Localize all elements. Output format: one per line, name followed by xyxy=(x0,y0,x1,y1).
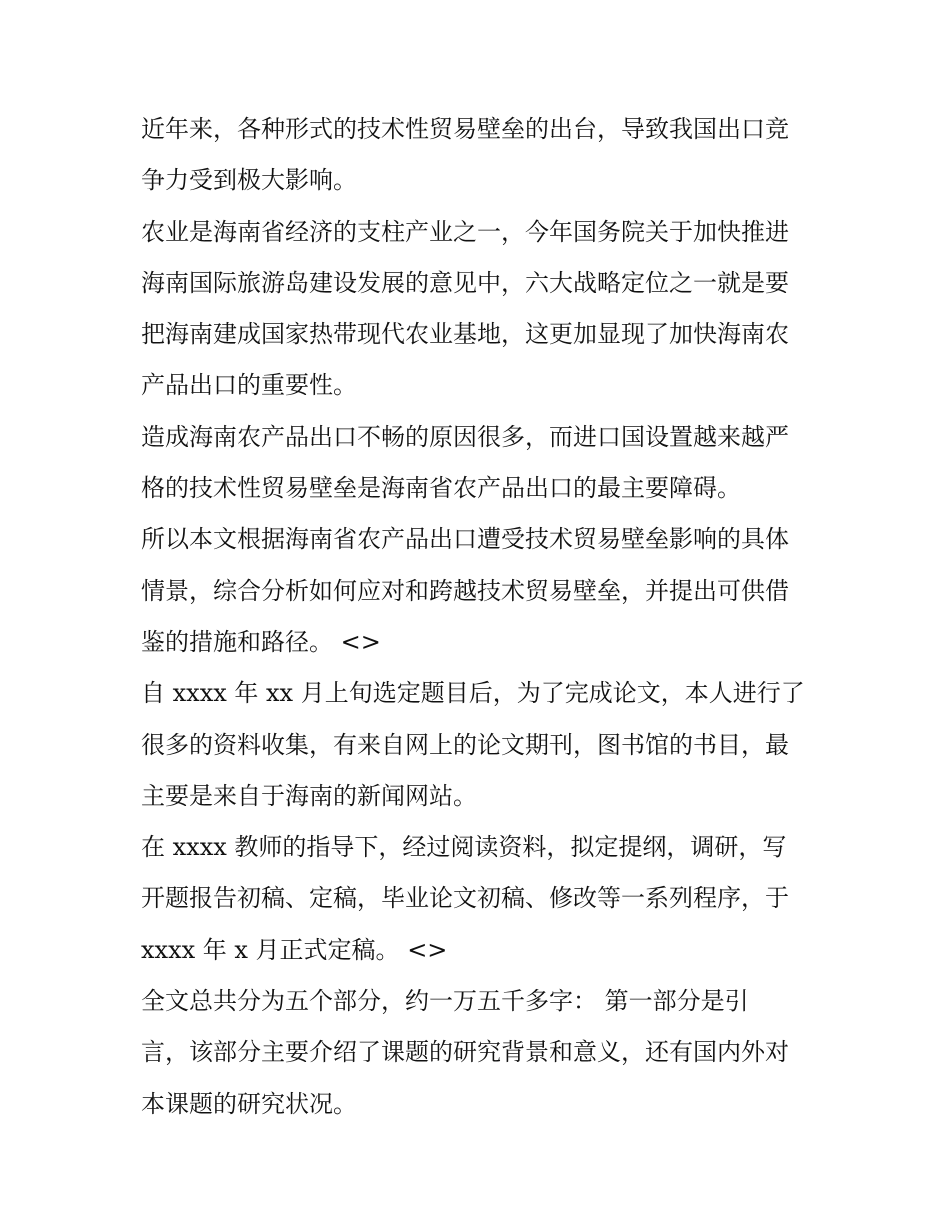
text-line: 在 xxxx 教师的指导下，经过阅读资料，拟定提纲，调研，写 xyxy=(141,833,787,862)
text-line: 所以本文根据海南省农产品出口遭受技术贸易壁垒影响的具体 xyxy=(141,525,789,554)
text-line: 格的技术性贸易壁垒是海南省农产品出口的最主要障碍。 xyxy=(141,474,741,503)
text-line: 很多的资料收集，有来自网上的论文期刊，图书馆的书目，最 xyxy=(141,730,789,759)
text-line: 近年来，各种形式的技术性贸易壁垒的出台，导致我国出口竞 xyxy=(141,115,789,143)
text-line: 造成海南农产品出口不畅的原因很多，而进口国设置越来越严 xyxy=(141,422,789,451)
text-line: 自 xxxx 年 xx 月上旬选定题目后，为了完成论文，本人进行了 xyxy=(141,679,805,708)
text-line: 把海南建成国家热带现代农业基地，这更加显现了加快海南农 xyxy=(141,320,789,349)
text-line: 争力受到极大影响。 xyxy=(141,166,357,195)
text-line: 鉴的措施和路径。 <> xyxy=(141,627,381,656)
text-line: 言，该部分主要介绍了课题的研究背景和意义，还有国内外对 xyxy=(141,1038,789,1067)
text-line: 海南国际旅游岛建设发展的意见中，六大战略定位之一就是要 xyxy=(141,268,789,297)
text-line: 全文总共分为五个部分，约一万五千多字： 第一部分是引 xyxy=(141,987,749,1016)
body-text xyxy=(141,104,821,1130)
text-line: 农业是海南省经济的支柱产业之一，今年国务院关于加快推进 xyxy=(141,217,789,246)
text-line: 情景，综合分析如何应对和跨越技术贸易壁垒，并提出可供借 xyxy=(141,576,789,605)
text-line: 主要是来自于海南的新闻网站。 xyxy=(141,781,477,810)
text-line: 产品出口的重要性。 xyxy=(141,371,357,400)
text-line: 本课题的研究状况。 xyxy=(141,1089,357,1118)
text-line: xxxx 年 x 月正式定稿。 <> xyxy=(141,935,448,964)
text-line: 开题报告初稿、定稿，毕业论文初稿、修改等一系列程序，于 xyxy=(141,884,789,913)
